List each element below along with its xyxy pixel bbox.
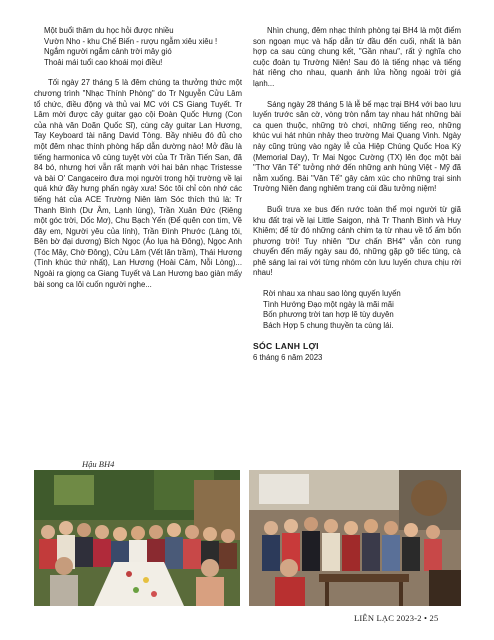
group-dinner-photo <box>34 470 240 606</box>
left-column <box>34 26 242 300</box>
right-column <box>253 26 461 364</box>
poem-line: Vườn Nho - khu Chế Biến - rượu ngẫm xiêu xiêu ! <box>44 36 218 46</box>
poem-line: Ngắm người ngắm cảnh trời mây gió <box>44 47 172 57</box>
closing-ceremony-paragraph: Sáng ngày 28 tháng 5 là lễ bế mạc trại BH4 với bao lưu luyến trước sân cờ, vòng tròn nắm tay nhau hát những bài ca quen thuộc, những trò chơi, những tiếng reo, những khúc vui hát nhún nhảy theo trường Mai Quang Vinh. Ngày này cũng trùng vào ngày lễ của Hiệp Chúng Quốc Hoa Kỳ (Memorial Day), Tr Mai Ngọc Cường (TX) lên đọc một bài "Thơ Văn Tế" tưởng nhớ đến những anh hùng Việt - Mỹ đã nằm xuống. Bài "Văn Tế" gây cảm xúc cho những trại sinh Trường Niên đang nghiêm trang cúi đầu tưởng niệm! <box>253 99 461 194</box>
poem-line: Một buổi thăm du học hỏi được nhiều <box>44 26 174 35</box>
concert-paragraph: Tối ngày 27 tháng 5 là đêm chúng ta thưởng thức một chương trình "Nhạc Thính Phòng" do Tr Nguyễn Cửu Lâm tổ chức, điều động và thủ vai MC với CS Giang Tuyết. Tr Lâm mời được cây guitar gạo cội Đoàn Quốc Hưng (Con của nhà văn Doãn Quốc Sĩ), cùng cây guitar Lan Hương, Tay Keyboard tài năng David Tòng. Bầy nhiêu đó đủ cho một đêm nhạc thính phòng hấp dẫn dường nào! Mở đầu là tiếng harmonica vô cùng tuyệt vời của Tr Trần Tiến San, đã 84 bó, nhưng hơi vẫn rất mạnh với hai bản nhạc Tristesse và bài O' Cangaceiro đưa mọi người trong hội trường về lại quá khứ đầy hưng phấn ngày xưa! Sóc tôi chỉ còn nhớ các tiếng hát của ACE Trường Niên làm Sóc thích thú là: Tr Thanh Bình (Dư Âm, Lạnh lùng), Trần Xuân Đức (Riêng một góc trời, Dốc Mơ), Chu Bạch Yến (Để quên con tim, Về đây em, Người yêu của lính), Trần Đình Phước (Làng tôi, Bên bờ đại dương) Bích Ngọc (Áo lụa hà Đông), Ngọc Anh (Tóc Mây, Chờ Đông), Cửu Lâm (Vết lăn trầm), Thái Hương (Tình khúc thứ nhất), Lan Hương (Hoài Cảm, Nỗi Lòng)... Ngoài ra giọng ca Giang Tuyết và Lan Hương bao giàn mấy bài song ca lôi cuốn người nghe... <box>34 78 242 289</box>
author-signature: SÓC LANH LỢI <box>253 341 319 352</box>
poem-closing <box>253 289 461 331</box>
cafe-group-photo <box>249 470 461 606</box>
page-footer: LIÊN LẠC 2023-2 • 25 <box>354 613 439 623</box>
poem-line: Tình Hướng Đạo một ngày là mãi mãi <box>263 299 394 309</box>
poem-line: Bốn phương trời tan hợp lẽ tùy duyên <box>263 310 394 320</box>
poem-opening <box>34 26 242 68</box>
summary-paragraph: Nhìn chung, đêm nhạc thính phòng tại BH4 là một điểm son ngoạn mục và hấp dẫn từ đầu đến cuối, nhất là bản hợp ca sau cùng chung kết, "Gần nhau", rất ý nghĩa cho cuộc đoàn tụ Trường Niên! Sau đó là tiếng nhạc và tiếng hát riêng cho nhau, quanh ánh lửa hồng ngoài trời giá lạnh... <box>253 26 461 88</box>
poem-line: Bách Hợp 5 chung thuyền ta cùng lái. <box>263 320 394 330</box>
signature-date: 6 tháng 6 năm 2023 <box>253 353 323 363</box>
farewell-paragraph: Buổi trưa xe bus đến rước toàn thể mọi người từ giã khu đất trại về lại Little Saigon, nhà Tr Thanh Bình và Huy Khiêm; để từ đó những cánh chim tạ từ nhau về tổ ấm bốn phương trời! Tuy nhiên "Dư chấn BH4" vẫn còn rung chuyển đến mấy ngày sau đó, những gặp gỡ tiếc tùng, cà phê sáng lai rai với từng nhóm còn lưu luyến chưa chịu rời nhau! <box>253 204 461 278</box>
poem-line: Thoải mái tuổi cao khoái mọi điều! <box>44 57 163 67</box>
photo-caption: Hậu BH4 <box>82 459 115 469</box>
poem-line: Rời nhau xa nhau sao lòng quyến luyến <box>263 289 401 299</box>
